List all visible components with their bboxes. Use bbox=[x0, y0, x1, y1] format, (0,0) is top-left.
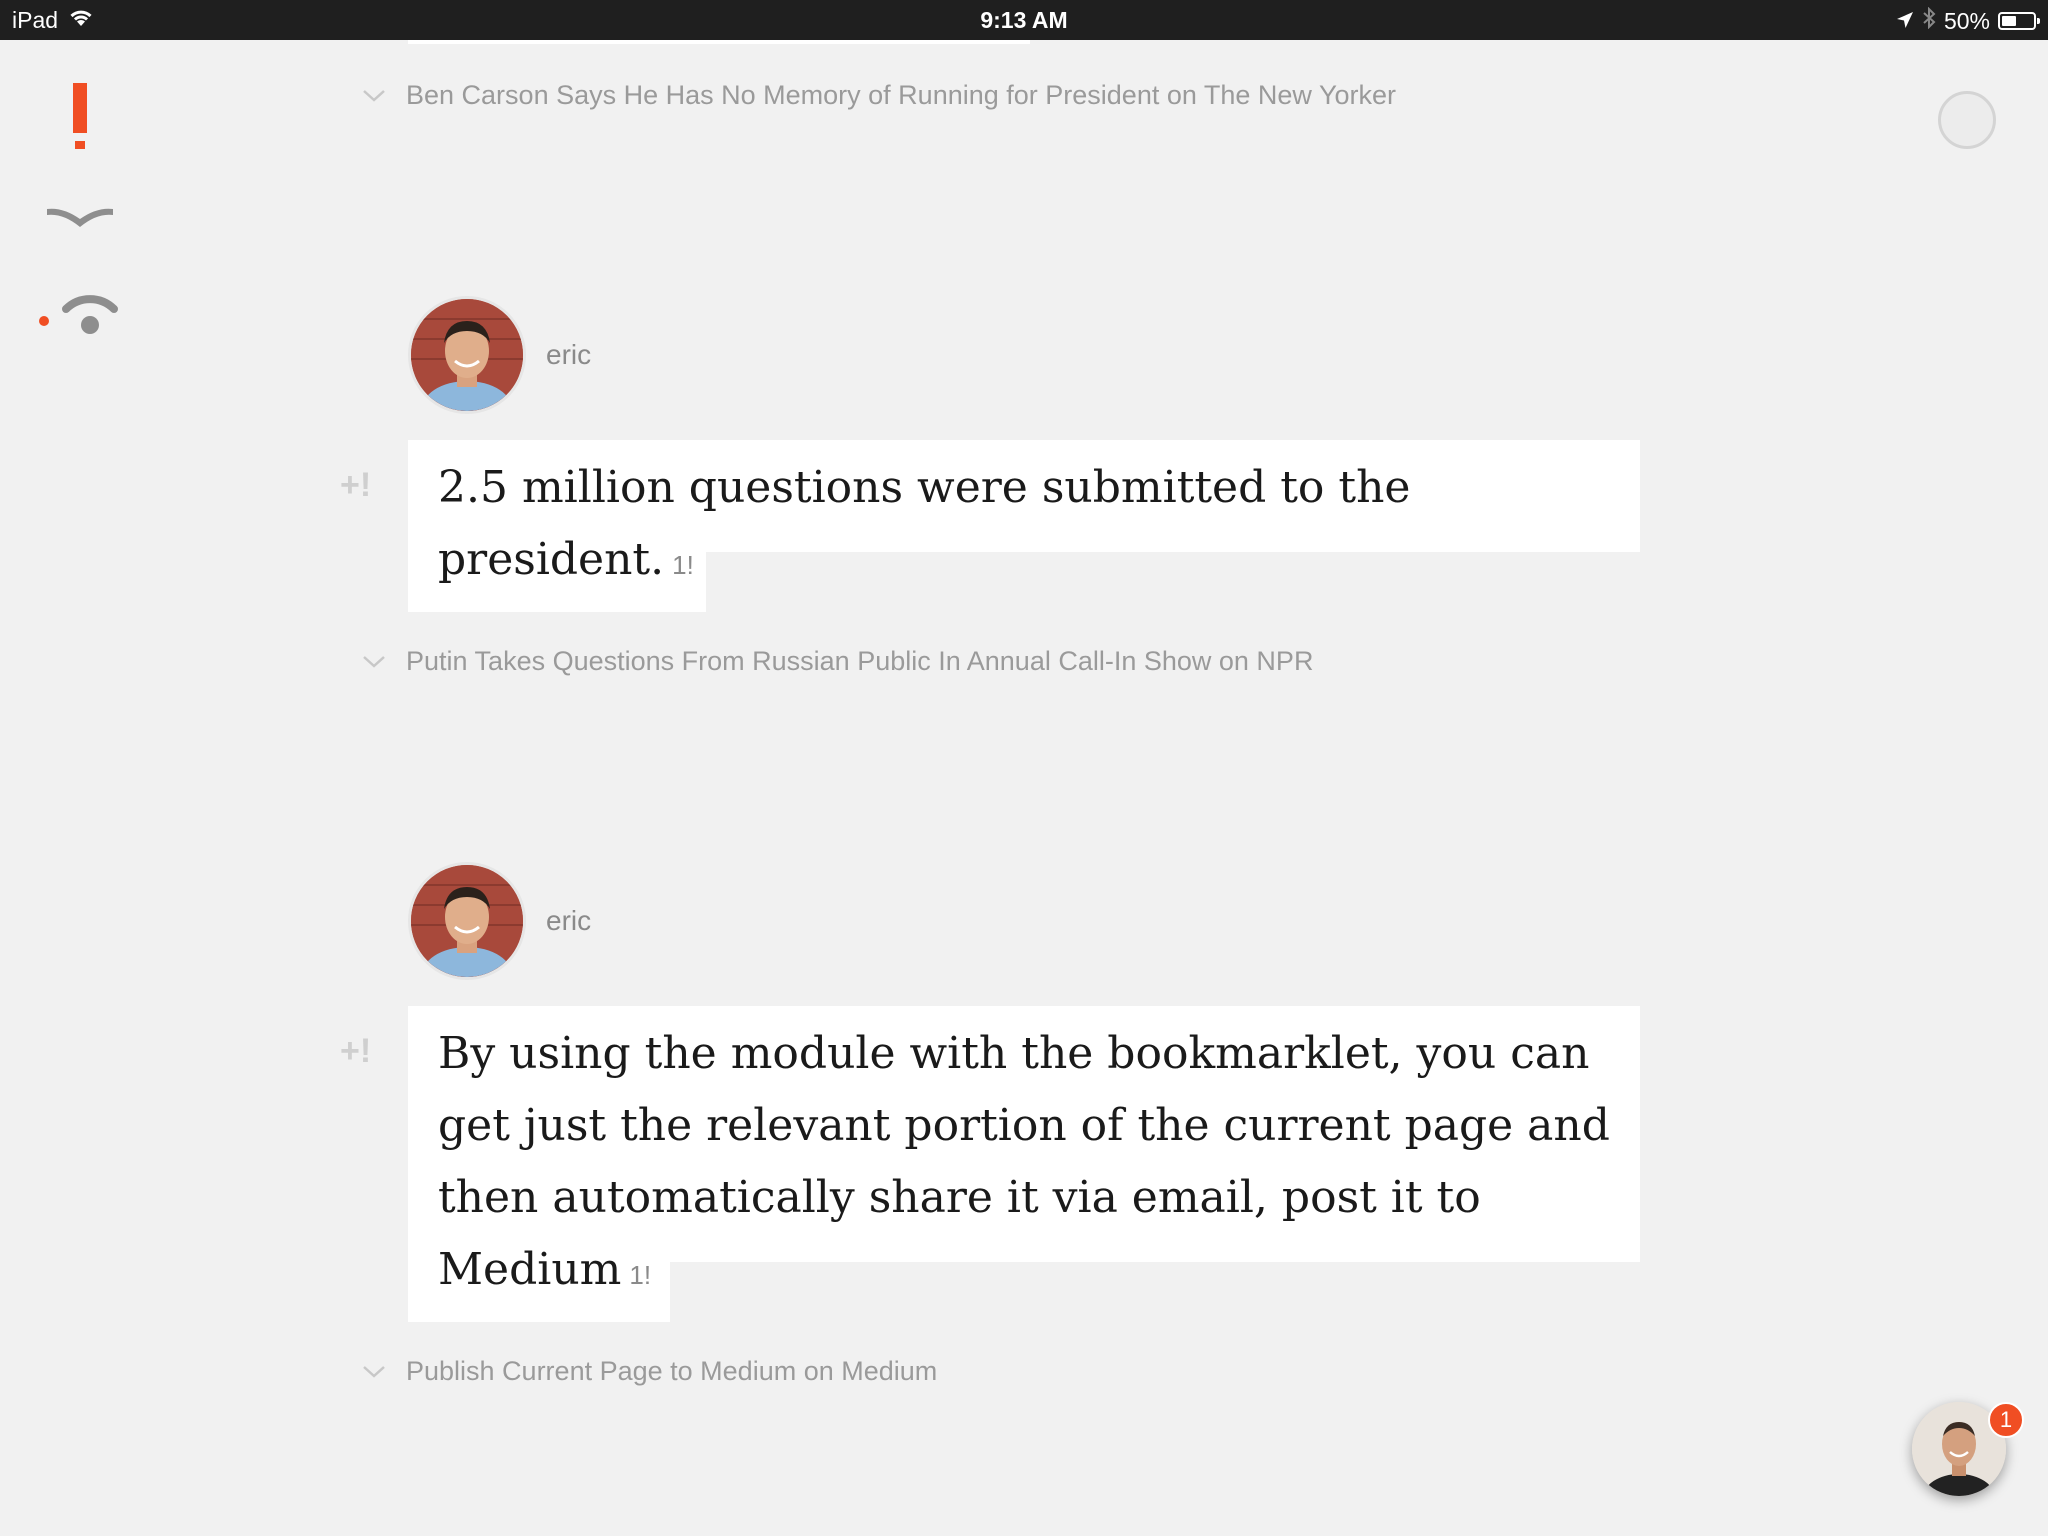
sidebar-item-reading[interactable] bbox=[30, 178, 130, 258]
quote-line-text: president. bbox=[438, 534, 665, 585]
add-highlight-button[interactable]: +! bbox=[340, 466, 372, 504]
source-title[interactable]: Putin Takes Questions From Russian Public In Annual Call-In Show on NPR bbox=[406, 646, 1314, 676]
author-name[interactable]: eric bbox=[546, 905, 592, 936]
quote-line: By using the module with the bookmarklet, you can bbox=[438, 1028, 1590, 1079]
scroll-progress bbox=[408, 40, 1030, 44]
quote-line: 2.5 million questions were submitted to the bbox=[438, 462, 1411, 513]
highlight-count[interactable]: 1! bbox=[629, 1260, 652, 1290]
sidebar-item-feed[interactable] bbox=[30, 278, 130, 358]
highlight-count[interactable]: 1! bbox=[672, 550, 694, 580]
device-label: iPad bbox=[12, 7, 59, 33]
exclamation-icon bbox=[70, 83, 90, 158]
quote-line-text: Medium bbox=[438, 1244, 622, 1295]
quote-line bbox=[438, 524, 1410, 601]
avatar[interactable] bbox=[408, 296, 526, 414]
chevron-down-icon[interactable] bbox=[360, 82, 388, 110]
menu-circle-button[interactable] bbox=[1938, 91, 1996, 149]
avatar[interactable] bbox=[408, 862, 526, 980]
source-title[interactable]: Publish Current Page to Medium on Medium bbox=[406, 1356, 938, 1386]
author-name[interactable]: eric bbox=[546, 339, 592, 370]
quote-line: then automatically share it via email, post it to bbox=[438, 1172, 1481, 1223]
notification-badge[interactable]: 1 bbox=[1988, 1402, 2024, 1438]
source-link[interactable] bbox=[360, 80, 1396, 111]
add-highlight-button[interactable]: +! bbox=[340, 1032, 372, 1070]
bluetooth-icon bbox=[1922, 7, 1936, 35]
source-link[interactable] bbox=[360, 1356, 937, 1387]
author-row[interactable] bbox=[408, 862, 591, 980]
reading-icon bbox=[45, 201, 115, 236]
clock: 9:13 AM bbox=[980, 7, 1068, 33]
battery-icon bbox=[1998, 12, 2036, 30]
chevron-down-icon[interactable] bbox=[360, 648, 388, 676]
sidebar bbox=[0, 40, 160, 1536]
source-title[interactable]: Ben Carson Says He Has No Memory of Running for President on The New Yorker bbox=[406, 80, 1396, 110]
source-link[interactable] bbox=[360, 646, 1313, 677]
battery-percent: 50% bbox=[1943, 7, 1990, 34]
location-icon bbox=[1896, 8, 1914, 35]
sidebar-item-highlights[interactable] bbox=[30, 80, 130, 160]
quote-text[interactable] bbox=[438, 1018, 1610, 1311]
status-bar bbox=[0, 0, 2048, 40]
author-row[interactable] bbox=[408, 296, 591, 414]
quote-line bbox=[438, 1234, 1610, 1311]
quote-line: get just the relevant portion of the current page and bbox=[438, 1100, 1610, 1151]
chevron-down-icon[interactable] bbox=[360, 1358, 388, 1386]
quote-text[interactable] bbox=[438, 452, 1410, 601]
feed-icon bbox=[38, 291, 122, 346]
